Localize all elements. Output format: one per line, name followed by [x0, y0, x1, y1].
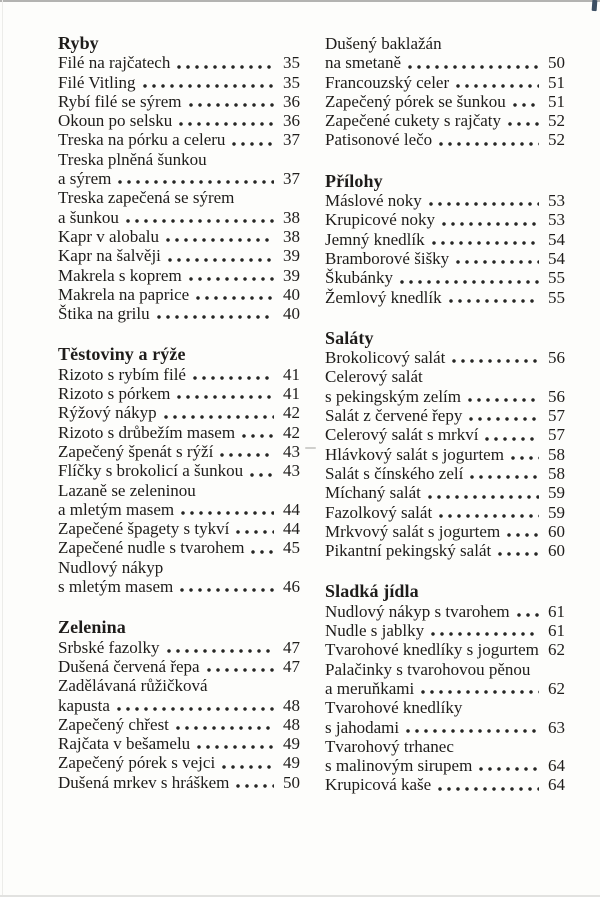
toc-entry-line	[325, 34, 565, 53]
entry-title: Rizoto s drůbežím masem	[58, 422, 236, 442]
entry-title: Dušená červená řepa	[58, 656, 200, 676]
entry-page-number: 40	[283, 304, 300, 324]
entry-title: na smetaně	[325, 53, 401, 73]
section-heading: Přílohy	[325, 170, 383, 191]
toc-entry-line	[325, 679, 565, 698]
toc-entry-line	[325, 718, 565, 737]
entry-page-number: 36	[283, 91, 300, 111]
entry-title: Fazolkový salát	[325, 502, 433, 522]
entry-title: Hlávkový salát s jogurtem	[325, 444, 504, 464]
toc-entry-line	[325, 464, 565, 483]
entry-page-number: 39	[283, 265, 300, 285]
entry-page-number: 51	[548, 72, 565, 92]
entry-page-number: 55	[548, 268, 565, 288]
toc-entry-line	[58, 753, 300, 772]
entry-page-number: 61	[548, 621, 565, 641]
entry-page-number: 64	[548, 775, 565, 795]
toc-entry-line	[58, 773, 300, 792]
dot-leader	[172, 111, 279, 130]
dot-leader	[244, 538, 279, 557]
entry-title: Zapečené cukety s rajčaty	[325, 111, 502, 131]
dot-leader	[478, 425, 544, 444]
dot-leader	[136, 73, 279, 92]
entry-title: Palačinky s tvarohovou pěnou	[325, 659, 531, 679]
toc-entry-line	[325, 111, 565, 130]
entry-page-number: 60	[548, 521, 565, 541]
dot-leader	[213, 442, 279, 461]
dot-leader	[189, 285, 279, 304]
dot-leader	[432, 130, 544, 149]
entry-title: Krupicové noky	[325, 210, 436, 230]
entry-title: Krupicová kaše	[325, 775, 432, 795]
entry-title: Tvarohové knedlíky	[325, 698, 463, 718]
entry-title: Celerový salát s mrkví	[325, 425, 479, 445]
dot-leader	[449, 249, 544, 268]
toc-entry-line	[58, 111, 300, 130]
entry-page-number: 62	[548, 678, 565, 698]
dot-leader	[243, 461, 279, 480]
entry-title: Treska plněná šunkou	[58, 149, 207, 169]
dot-leader	[510, 602, 544, 621]
toc-section	[58, 345, 300, 596]
dot-leader	[449, 73, 544, 92]
toc-entry-line	[325, 698, 565, 717]
entry-title: Škubánky	[325, 268, 393, 288]
entry-title: Rýžový nákyp	[58, 403, 157, 423]
toc-entry-line	[58, 73, 300, 92]
entry-title: Francouzský celer	[325, 72, 450, 92]
dot-leader	[425, 230, 544, 249]
entry-title: Tvarohový trhanec	[325, 736, 454, 756]
dot-leader	[170, 384, 279, 403]
dot-leader	[422, 191, 544, 210]
toc-entry-line	[325, 367, 565, 386]
toc-entry-line	[58, 442, 300, 461]
section-heading: Zelenina	[58, 617, 126, 638]
entry-page-number: 44	[283, 519, 300, 539]
toc-section	[325, 582, 565, 794]
entry-page-number: 47	[283, 637, 300, 657]
entry-title: Brokolicový salát	[325, 348, 446, 368]
entry-page-number: 63	[548, 717, 565, 737]
dot-leader	[442, 288, 544, 307]
entry-page-number: 48	[283, 695, 300, 715]
entry-page-number: 37	[283, 169, 300, 189]
dot-leader	[119, 208, 279, 227]
entry-title: Treska zapečená se sýrem	[58, 188, 235, 208]
entry-page-number: 35	[283, 53, 300, 73]
toc-entry-line	[58, 384, 300, 403]
toc-entry-line	[325, 249, 565, 268]
toc-entry-line	[58, 734, 300, 753]
dot-leader	[500, 522, 544, 541]
entry-title: Rybí filé se sýrem	[58, 91, 182, 111]
dot-leader	[150, 304, 279, 323]
dot-leader	[504, 445, 544, 464]
dot-leader	[424, 621, 544, 640]
entry-title: Celerový salát	[325, 367, 423, 387]
dot-leader	[225, 130, 279, 149]
entry-page-number: 53	[548, 191, 565, 211]
toc-entry-line	[58, 266, 300, 285]
entry-page-number: 56	[548, 348, 565, 368]
entry-title: Zapečené špagety s tykví	[58, 519, 230, 539]
entry-title: Dušená mrkev s hráškem	[58, 772, 230, 792]
entry-title: Zapečený pórek s vejci	[58, 753, 216, 773]
toc-column-left	[58, 34, 300, 795]
toc-entry-line	[325, 541, 565, 560]
dot-leader	[229, 519, 279, 538]
toc-entry-line	[325, 406, 565, 425]
toc-section	[58, 618, 300, 792]
entry-page-number: 41	[283, 364, 300, 384]
toc-entry-line	[325, 53, 565, 72]
entry-title: Zapečený pórek se šunkou	[325, 91, 506, 111]
entry-page-number: 58	[548, 463, 565, 483]
entry-page-number: 54	[548, 229, 565, 249]
toc-entry-line	[325, 483, 565, 502]
entry-page-number: 42	[283, 422, 300, 442]
dot-leader	[445, 348, 544, 367]
toc-entry-line	[58, 538, 300, 557]
entry-title: Flíčky s brokolicí a šunkou	[58, 461, 244, 481]
toc-entry-line	[325, 522, 565, 541]
entry-title: Míchaný salát	[325, 483, 421, 503]
toc-entry-line	[325, 348, 565, 367]
entry-page-number: 58	[548, 444, 565, 464]
toc-entry-line	[325, 210, 565, 229]
entry-page-number: 52	[548, 130, 565, 150]
toc-entry-line	[325, 640, 565, 659]
toc-section	[325, 329, 565, 561]
toc-entry-line	[58, 500, 300, 519]
entry-page-number: 45	[283, 538, 300, 558]
dot-leader	[173, 577, 279, 596]
toc-entry-line	[325, 737, 565, 756]
toc-entry-line	[325, 660, 565, 679]
entry-title: Kapr v alobalu	[58, 226, 160, 246]
dot-leader	[200, 657, 279, 676]
entry-title: Jemný knedlík	[325, 229, 425, 249]
dot-leader	[182, 92, 280, 111]
entry-title: s mletým masem	[58, 577, 174, 597]
toc-entry-line	[325, 288, 565, 307]
dot-leader	[170, 53, 279, 72]
dot-leader	[169, 715, 279, 734]
dot-leader	[159, 227, 279, 246]
entry-title: Zapečené nudle s tvarohem	[58, 538, 245, 558]
entry-page-number: 43	[283, 461, 300, 481]
entry-title: Nudlový nákyp s tvarohem	[325, 601, 510, 621]
entry-title: Patisonové lečo	[325, 130, 433, 150]
toc-entry-line	[58, 577, 300, 596]
entry-page-number: 41	[283, 384, 300, 404]
entry-page-number: 36	[283, 111, 300, 131]
entry-page-number: 48	[283, 714, 300, 734]
entry-title: Salát s čínského zelí	[325, 463, 464, 483]
entry-title: a sýrem	[58, 169, 112, 189]
toc-container	[58, 34, 565, 795]
entry-title: Makrela na paprice	[58, 284, 190, 304]
toc-section	[325, 34, 565, 150]
toc-entry-line	[58, 519, 300, 538]
entry-page-number: 35	[283, 72, 300, 92]
dot-leader	[399, 718, 544, 737]
entry-title: Zapečený chřest	[58, 714, 169, 734]
entry-page-number: 53	[548, 210, 565, 230]
entry-title: s pekingským zelím	[325, 386, 461, 406]
entry-page-number: 49	[283, 753, 300, 773]
dot-leader	[435, 210, 544, 229]
entry-page-number: 61	[548, 601, 565, 621]
toc-entry-line	[325, 756, 565, 775]
entry-title: Rizoto s rybím filé	[58, 364, 186, 384]
section-heading: Těstoviny a rýže	[58, 344, 186, 365]
toc-section	[325, 172, 565, 307]
toc-entry-line	[325, 602, 565, 621]
entry-title: Makrela s koprem	[58, 265, 182, 285]
entry-page-number: 59	[548, 483, 565, 503]
toc-entry-line	[325, 445, 565, 464]
dot-leader	[432, 503, 544, 522]
entry-page-number: 50	[548, 53, 565, 73]
entry-page-number: 57	[548, 425, 565, 445]
toc-entry-line	[58, 227, 300, 246]
entry-title: s jahodami	[325, 717, 400, 737]
entry-page-number: 46	[283, 577, 300, 597]
entry-title: Nudle s jablky	[325, 621, 425, 641]
entry-title: kapusta	[58, 695, 110, 715]
entry-title: Zapečený špenát s rýží	[58, 441, 214, 461]
toc-entry-line	[325, 191, 565, 210]
toc-entry-line	[58, 481, 300, 500]
dot-leader	[229, 773, 279, 792]
toc-entry-line	[58, 188, 300, 207]
toc-entry-line	[58, 150, 300, 169]
entry-page-number: 47	[283, 656, 300, 676]
entry-page-number: 44	[283, 499, 300, 519]
entry-title: a mletým masem	[58, 499, 175, 519]
dot-leader	[414, 679, 544, 698]
entry-page-number: 64	[548, 756, 565, 776]
dot-leader	[182, 266, 279, 285]
entry-title: Bramborové šišky	[325, 248, 450, 268]
entry-title: Okoun po selsku	[58, 111, 173, 131]
entry-page-number: 57	[548, 406, 565, 426]
entry-page-number: 38	[283, 207, 300, 227]
entry-title: Rizoto s pórkem	[58, 384, 171, 404]
scan-edge-left	[2, 0, 3, 897]
entry-page-number: 55	[548, 287, 565, 307]
toc-entry-line	[325, 73, 565, 92]
entry-title: Kapr na šalvěji	[58, 246, 161, 266]
toc-entry-line	[58, 246, 300, 265]
dot-leader	[161, 246, 279, 265]
section-heading: Ryby	[58, 34, 99, 53]
toc-entry-line	[58, 304, 300, 323]
toc-entry-line	[58, 169, 300, 188]
dot-leader	[431, 775, 544, 794]
toc-entry-line	[58, 423, 300, 442]
toc-entry-line	[325, 503, 565, 522]
toc-entry-line	[58, 461, 300, 480]
scan-artifact-top-right	[592, 0, 598, 11]
entry-title: Mrkvový salát s jogurtem	[325, 521, 501, 541]
dot-leader	[110, 696, 279, 715]
toc-entry-line	[325, 387, 565, 406]
entry-page-number: 49	[283, 734, 300, 754]
entry-page-number: 39	[283, 246, 300, 266]
entry-page-number: 60	[548, 541, 565, 561]
section-heading: Sladká jídla	[325, 581, 419, 602]
dot-leader	[160, 638, 279, 657]
entry-title: Zadělávaná růžičková	[58, 676, 208, 696]
entry-title: Srbské fazolky	[58, 637, 160, 657]
entry-page-number: 59	[548, 502, 565, 522]
toc-entry-line	[58, 715, 300, 734]
entry-page-number: 40	[283, 284, 300, 304]
entry-page-number: 42	[283, 403, 300, 423]
toc-entry-line	[325, 268, 565, 287]
entry-page-number: 43	[283, 441, 300, 461]
toc-entry-line	[58, 92, 300, 111]
dot-leader	[463, 464, 544, 483]
entry-page-number: 54	[548, 248, 565, 268]
entry-page-number: 51	[548, 91, 565, 111]
dot-leader	[393, 268, 544, 287]
toc-entry-line	[58, 403, 300, 422]
toc-entry-line	[58, 53, 300, 72]
entry-page-number: 50	[283, 772, 300, 792]
dot-leader	[421, 483, 544, 502]
toc-section	[58, 34, 300, 323]
entry-title: a meruňkami	[325, 678, 415, 698]
dot-leader	[174, 500, 279, 519]
entry-page-number: 37	[283, 130, 300, 150]
entry-page-number: 56	[548, 386, 565, 406]
toc-entry-line	[58, 657, 300, 676]
entry-title: Máslové noky	[325, 191, 422, 211]
toc-column-right	[325, 34, 565, 795]
dot-leader	[461, 387, 544, 406]
entry-title: a šunkou	[58, 207, 119, 227]
toc-entry-line	[325, 130, 565, 149]
entry-title: Pikantní pekingský salát	[325, 541, 492, 561]
entry-title: Žemlový knedlík	[325, 287, 442, 307]
toc-entry-line	[58, 365, 300, 384]
dot-leader	[190, 734, 279, 753]
entry-title: Štika na grilu	[58, 304, 150, 324]
dot-leader	[472, 756, 544, 775]
toc-entry-line	[58, 696, 300, 715]
dot-leader	[539, 640, 544, 659]
entry-title: s malinovým sirupem	[325, 756, 473, 776]
dot-leader	[401, 53, 544, 72]
section-heading: Saláty	[325, 327, 374, 348]
dot-leader	[235, 423, 279, 442]
toc-entry-line	[58, 638, 300, 657]
dot-leader	[506, 92, 544, 111]
dot-leader	[491, 541, 544, 560]
entry-title: Lazaně se zeleninou	[58, 480, 196, 500]
entry-title: Filé na rajčatech	[58, 53, 171, 73]
entry-title: Salát z červené řepy	[325, 406, 463, 426]
entry-title: Tvarohové knedlíky s jogurtem	[325, 640, 539, 660]
toc-entry-line	[325, 230, 565, 249]
entry-title: Nudlový nákyp	[58, 557, 164, 577]
toc-entry-line	[325, 621, 565, 640]
toc-entry-line	[58, 558, 300, 577]
toc-entry-line	[58, 676, 300, 695]
entry-title: Dušený baklažán	[325, 34, 442, 53]
dot-leader	[157, 403, 279, 422]
dot-leader	[462, 406, 544, 425]
scan-edge-top	[0, 0, 600, 2]
toc-entry-line	[58, 130, 300, 149]
dot-leader	[215, 753, 279, 772]
dot-leader	[111, 169, 279, 188]
dot-leader	[186, 365, 279, 384]
entry-page-number: 38	[283, 226, 300, 246]
toc-entry-line	[325, 775, 565, 794]
entry-title: Treska na pórku a celeru	[58, 130, 226, 150]
toc-entry-line	[58, 285, 300, 304]
entry-page-number: 62	[548, 640, 565, 660]
toc-entry-line	[325, 92, 565, 111]
dot-leader	[501, 111, 544, 130]
entry-page-number: 52	[548, 111, 565, 131]
entry-title: Filé Vitling	[58, 72, 136, 92]
toc-entry-line	[325, 425, 565, 444]
entry-title: Rajčata v bešamelu	[58, 734, 191, 754]
toc-entry-line	[58, 208, 300, 227]
